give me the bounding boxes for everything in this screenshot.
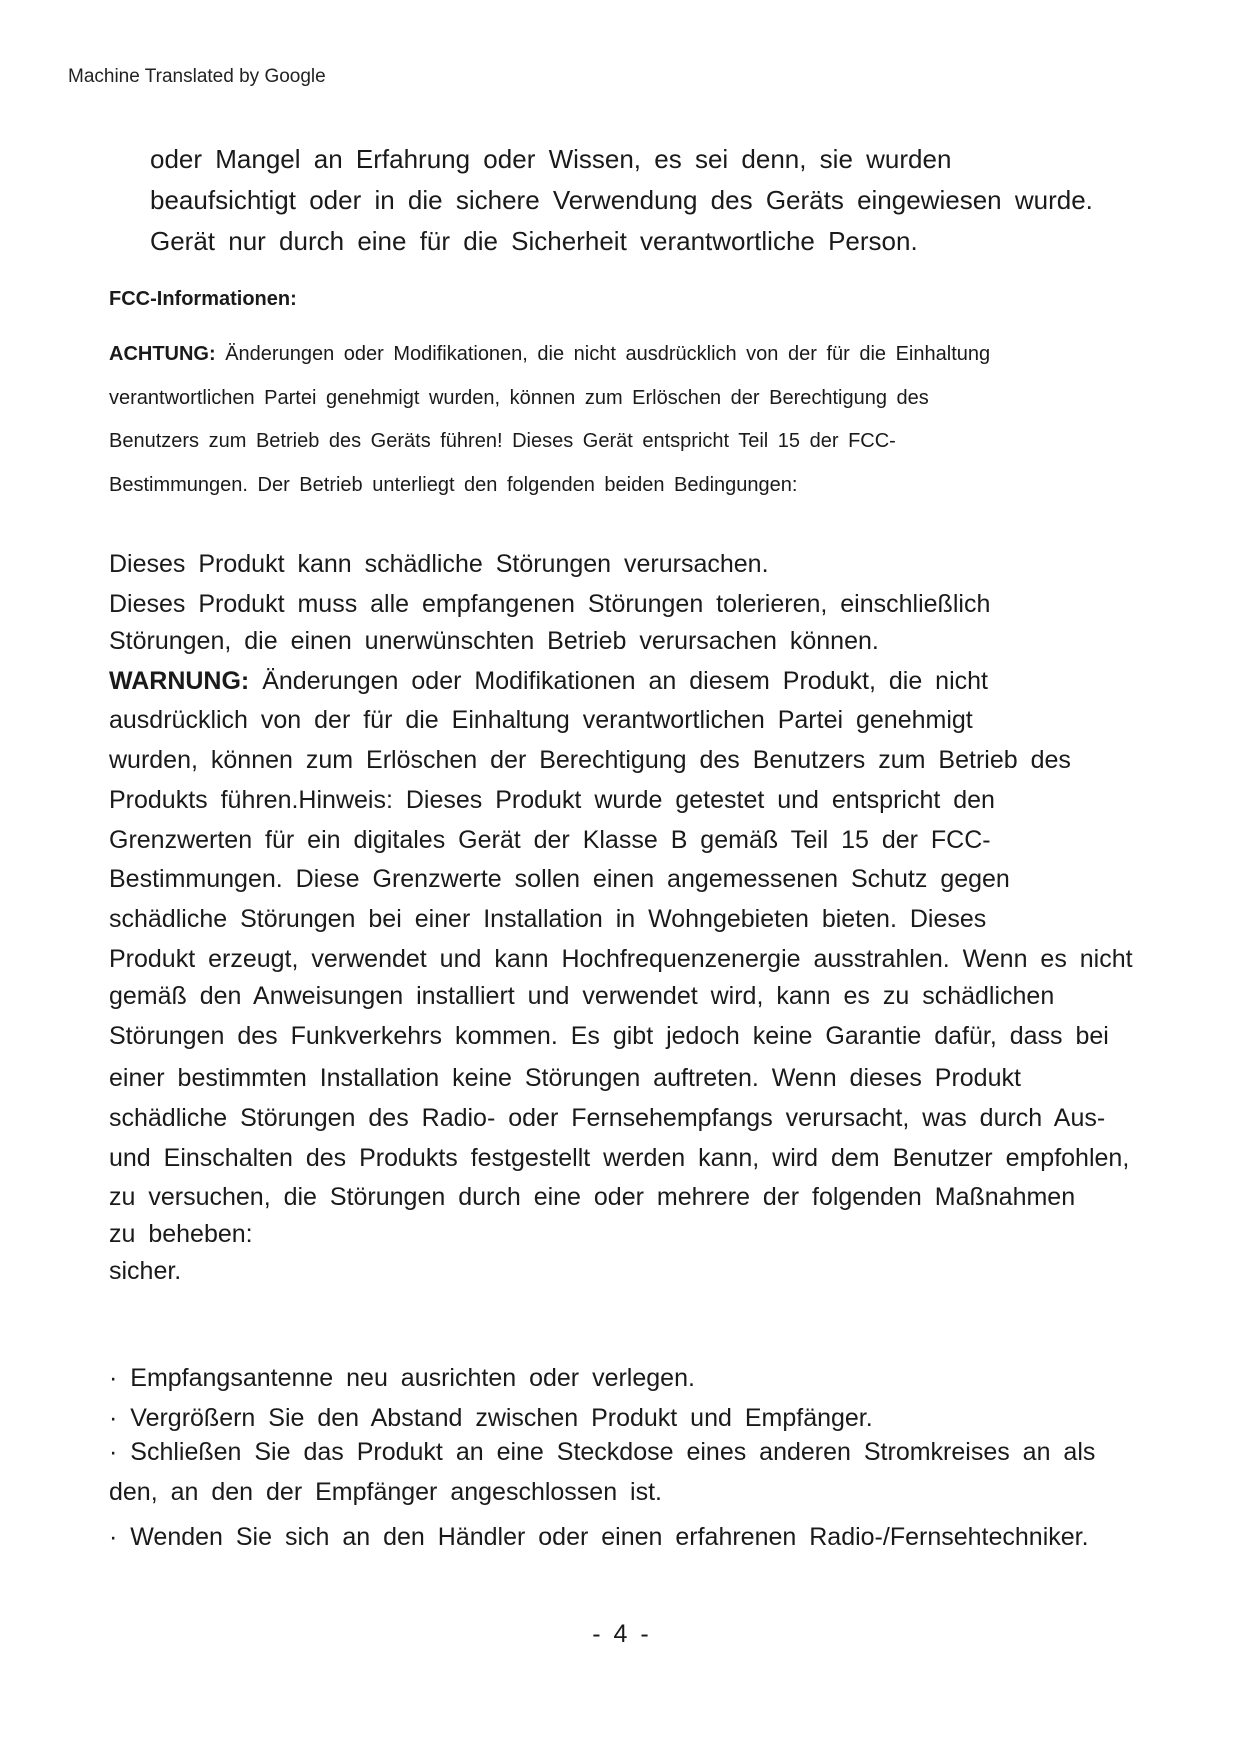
- intro-line: oder Mangel an Erfahrung oder Wissen, es sei denn, sie wurden: [150, 144, 952, 174]
- body-line: ausdrücklich von der für die Einhaltung verantwortlichen Partei genehmigt: [109, 706, 973, 734]
- body-line: einer bestimmten Installation keine Störungen auftreten. Wenn dieses Produkt: [109, 1064, 1021, 1092]
- warnung-text: Änderungen oder Modifikationen an diesem Produkt, die nicht: [249, 666, 988, 695]
- body-line: Produkts führen.Hinweis: Dieses Produkt wurde getestet und entspricht den: [109, 785, 995, 814]
- list-item: · Schließen Sie das Produkt an eine Steckdose eines anderen Stromkreises an als: [109, 1438, 1096, 1466]
- body-line: Produkt erzeugt, verwendet und kann Hochfrequenzenergie ausstrahlen. Wenn es nicht: [109, 944, 1133, 973]
- body-line: schädliche Störungen bei einer Installation in Wohngebieten bieten. Dieses: [109, 905, 987, 933]
- list-item-continuation: den, an den der Empfänger angeschlossen ist.: [109, 1478, 663, 1506]
- achtung-line: [109, 333, 990, 377]
- list-item: · Vergrößern Sie den Abstand zwischen Produkt und Empfänger.: [109, 1404, 873, 1432]
- fcc-section-title: FCC-Informationen:: [109, 288, 297, 310]
- condition-line: Dieses Produkt muss alle empfangenen Störungen tolerieren, einschließlich: [109, 589, 991, 618]
- intro-paragraph: [150, 139, 1150, 262]
- list-item: · Wenden Sie sich an den Händler oder einen erfahrenen Radio-/Fernsehtechniker.: [109, 1523, 1089, 1551]
- condition-line: Dieses Produkt kann schädliche Störungen verursachen.: [109, 550, 769, 578]
- achtung-paragraph: [109, 333, 990, 507]
- intro-line: beaufsichtigt oder in die sichere Verwendung des Geräts eingewiesen wurde.: [150, 185, 1093, 215]
- body-line: Störungen des Funkverkehrs kommen. Es gibt jedoch keine Garantie dafür, dass bei: [109, 1021, 1109, 1050]
- body-line: schädliche Störungen des Radio- oder Fernsehempfangs verursacht, was durch Aus-: [109, 1103, 1106, 1132]
- translation-note: Machine Translated by Google: [68, 66, 326, 87]
- warnung-label: WARNUNG:: [109, 666, 250, 695]
- achtung-line: Benutzers zum Betrieb des Geräts führen! Dieses Gerät entspricht Teil 15 der FCC-: [109, 430, 896, 452]
- body-line: gemäß den Anweisungen installiert und verwendet wird, kann es zu schädlichen: [109, 981, 1055, 1010]
- body-line: wurden, können zum Erlöschen der Berechtigung des Benutzers zum Betrieb des: [109, 746, 1071, 774]
- body-line: zu versuchen, die Störungen durch eine oder mehrere der folgenden Maßnahmen: [109, 1183, 1076, 1211]
- achtung-text: Änderungen oder Modifikationen, die nicht ausdrücklich von der für die Einhaltung: [215, 343, 991, 365]
- measures-list: [109, 1357, 1219, 1559]
- achtung-line: verantwortlichen Partei genehmigt wurden, können zum Erlöschen der Berechtigung des: [109, 386, 929, 409]
- achtung-line: Bestimmungen. Der Betrieb unterliegt den folgenden beiden Bedingungen:: [109, 473, 798, 496]
- body-line: zu beheben:: [109, 1220, 253, 1248]
- main-paragraph: [109, 543, 1219, 1290]
- body-line: Grenzwerten für ein digitales Gerät der Klasse B gemäß Teil 15 der FCC-: [109, 825, 991, 854]
- list-item: · Empfangsantenne neu ausrichten oder verlegen.: [109, 1364, 695, 1392]
- warnung-line: [109, 660, 1219, 703]
- body-line: Bestimmungen. Diese Grenzwerte sollen einen angemessenen Schutz gegen: [109, 865, 1010, 893]
- body-line: sicher.: [109, 1257, 182, 1285]
- achtung-label: ACHTUNG:: [109, 343, 216, 365]
- condition-line: Störungen, die einen unerwünschten Betrieb verursachen können.: [109, 626, 879, 655]
- page-number: - 4 -: [592, 1620, 649, 1648]
- intro-line: Gerät nur durch eine für die Sicherheit verantwortliche Person.: [150, 226, 918, 256]
- body-line: und Einschalten des Produkts festgestellt werden kann, wird dem Benutzer empfohlen,: [109, 1143, 1130, 1172]
